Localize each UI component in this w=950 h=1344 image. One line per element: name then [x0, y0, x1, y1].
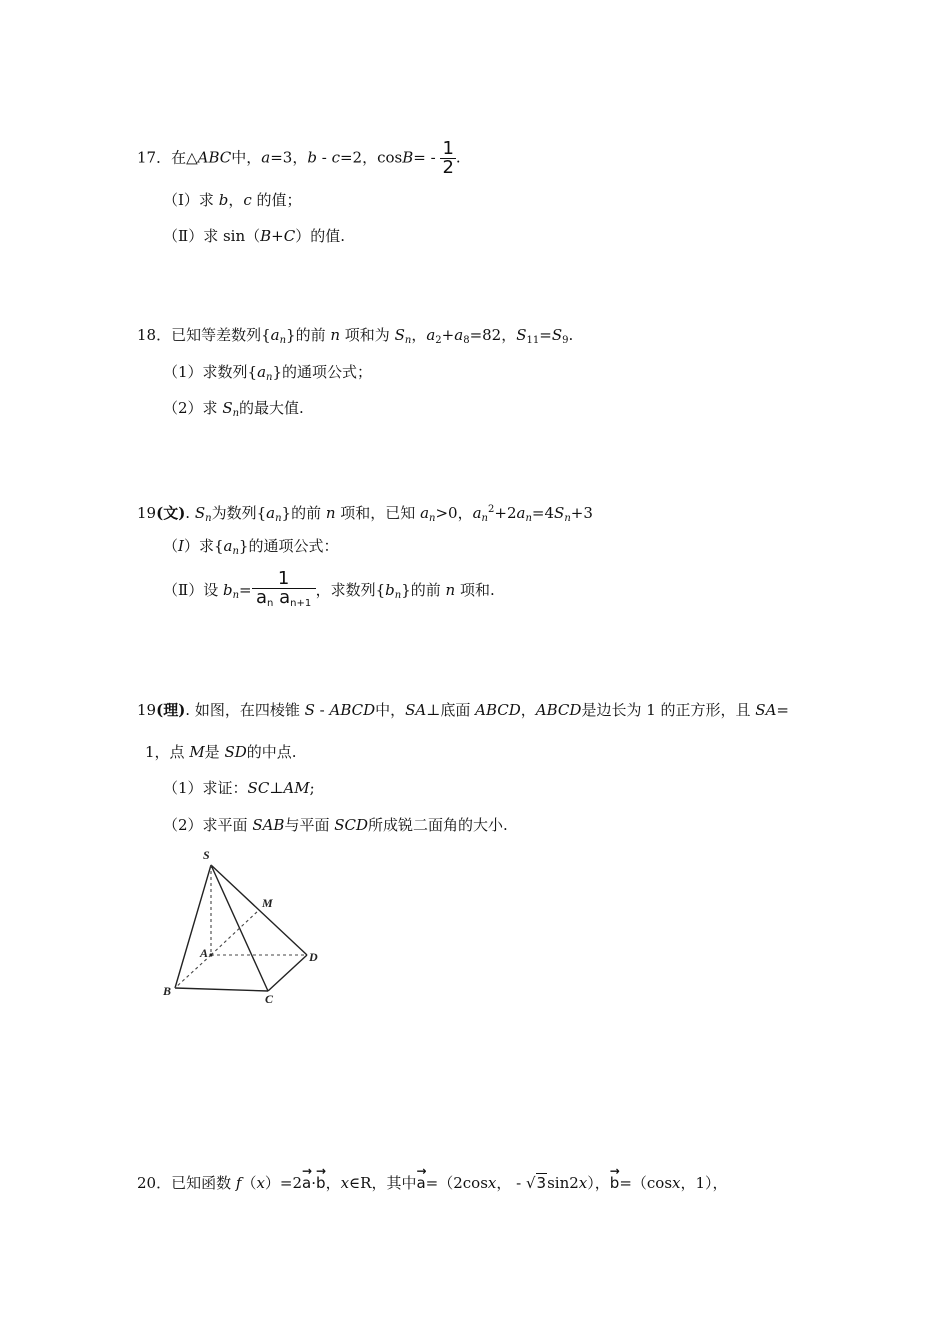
- label-c: C: [265, 992, 274, 1006]
- problem-18-line: 18．已知等差数列$\{a_n\}$的前 n 项和为 $S_n$，$a_2+a_8=82$，$S_{11}=S_9$.: [137, 326, 574, 346]
- vector-b: → b: [316, 1163, 326, 1197]
- edge-sb: [175, 865, 211, 988]
- label-d: D: [309, 950, 318, 964]
- problem-19-wen-part-2: （Ⅱ）设 $b_n=$ $\frac{1}{a_n a_{n+1}}$ ，求数列$\{b_n\}$的前 n 项和.: [163, 568, 495, 618]
- problem-20-line: 20．已知函数 f（x）=2→ a·→ b，x∈R，其中→ a=（2cosx， - √3sin2x），→ b=（cosx，1），: [137, 1163, 728, 1197]
- edge-bc: [175, 988, 268, 991]
- problem-18-part-2: （2）求 $S_n$的最大值.: [163, 399, 304, 419]
- problem-19-wen-part-1: （I）求$\{a_n\}$的通项公式：: [163, 537, 339, 557]
- vector-b: → b: [610, 1163, 620, 1197]
- edge-cd: [268, 955, 307, 991]
- problem-19-li-line-2: 1，点 M是 SD的中点.: [145, 743, 297, 761]
- edge-sc: [211, 865, 268, 991]
- problem-19-li-line-1: 19(理). 如图，在四棱锥 S - ABCD中，SA⊥底面 ABCD，ABCD是边长为 1 的正方形，且 SA=: [137, 701, 789, 719]
- point-a: [209, 953, 212, 956]
- label-a: A: [200, 946, 209, 960]
- label-m: M: [262, 896, 273, 910]
- problem-17-part-2: （Ⅱ）求 sin（B+C）的值.: [163, 227, 345, 245]
- problem-19-li-part-2: （2）求平面 SAB与平面 SCD所成锐二面角的大小.: [163, 816, 508, 834]
- problem-19-wen-line: 19(文). $S_n$为数列$\{a_n\}$的前 n 项和，已知 $a_n>0$，$a_n^2+2a_n=4S_n+3$: [137, 504, 593, 524]
- problem-17-line: 17．在△ABC中，a=3，b - c=2，cosB= - $\frac{1}{2}$ .: [137, 138, 461, 178]
- label-b: B: [163, 984, 172, 998]
- vector-a: → a: [302, 1163, 311, 1197]
- problem-17-part-1: （Ⅰ）求 b，c 的值；: [163, 191, 302, 209]
- vector-a: → a: [416, 1163, 425, 1197]
- fraction-bn: $\frac{1}{a_n a_{n+1}}$: [252, 570, 316, 613]
- pyramid-figure: [155, 845, 335, 1010]
- problem-19-li-part-1: （1）求证：SC⊥AM;: [163, 779, 315, 797]
- problem-18-part-1: （1）求数列$\{a_n\}$的通项公式；: [163, 363, 373, 383]
- label-s: S: [203, 848, 210, 862]
- sqrt-three: √3: [525, 1174, 547, 1192]
- fraction-one-half: $\frac{1}{2}$: [442, 138, 454, 178]
